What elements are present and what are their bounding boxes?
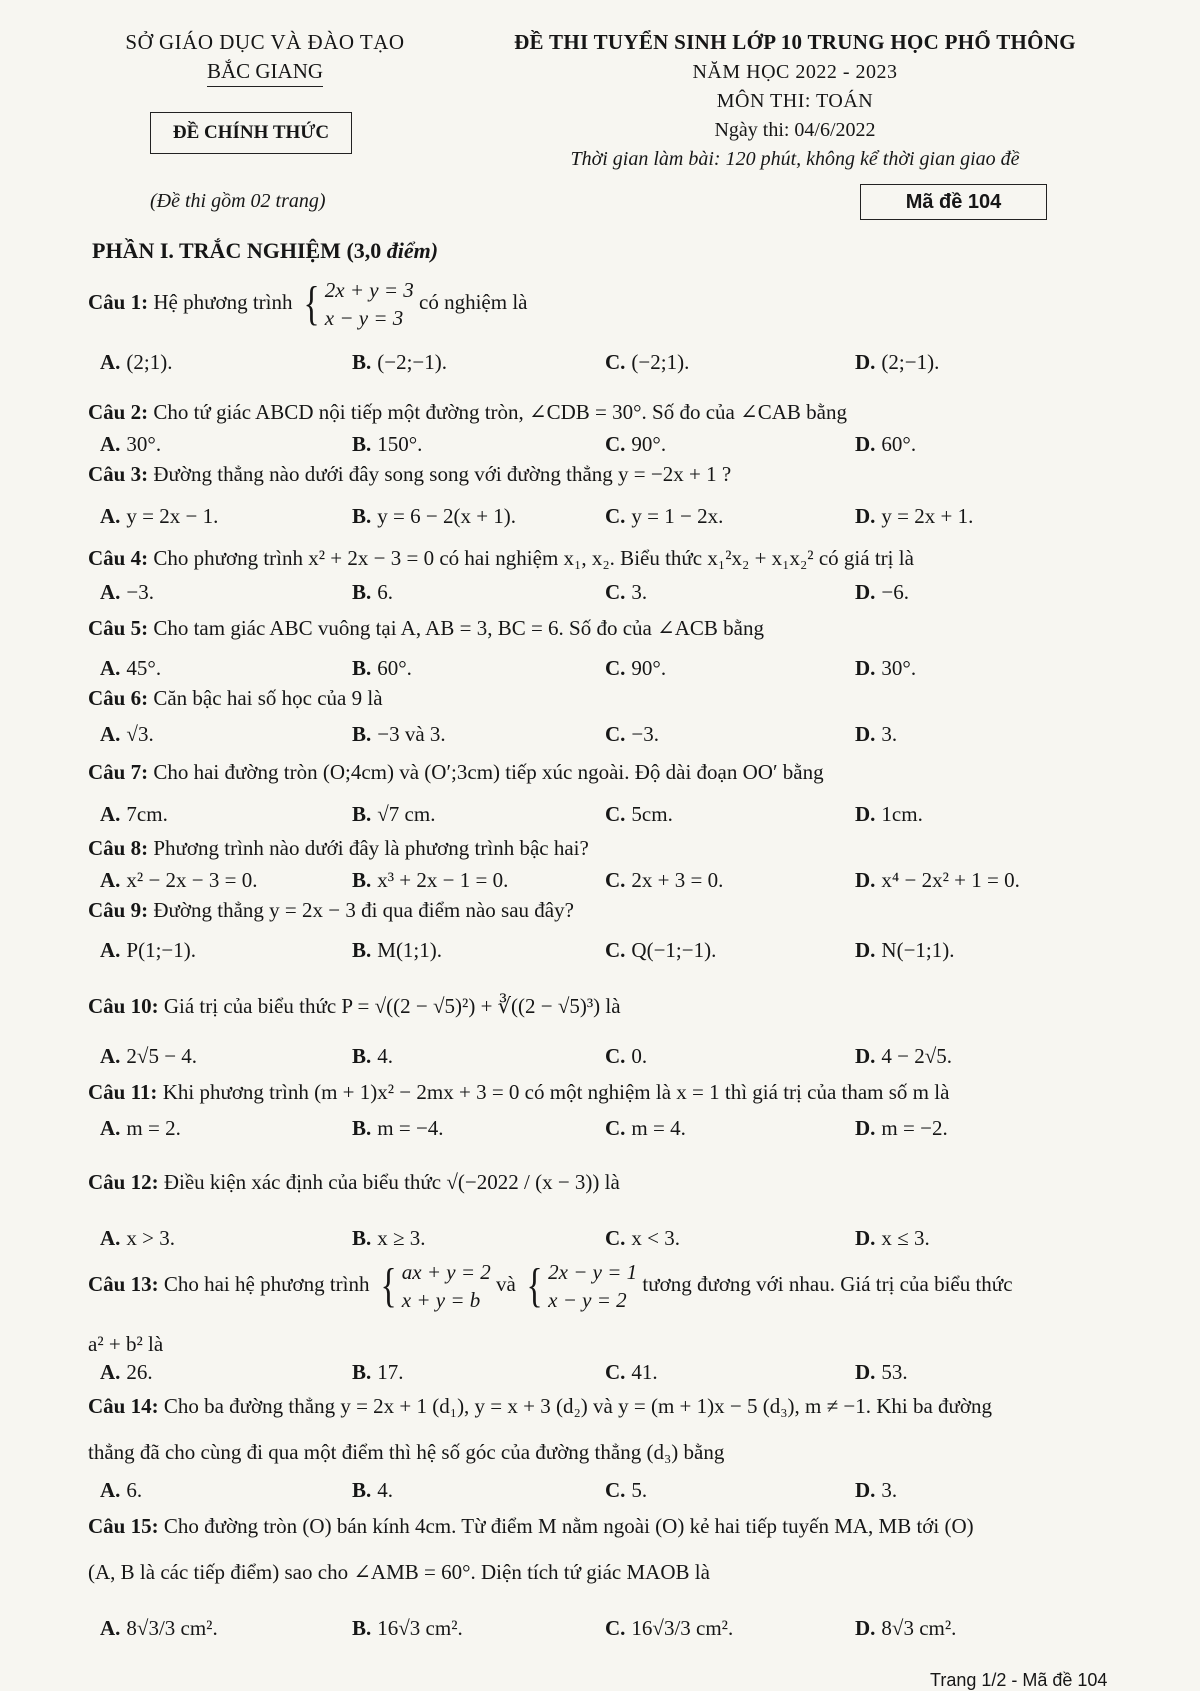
- department-line1: SỞ GIÁO DỤC VÀ ĐÀO TẠO: [125, 30, 405, 54]
- answer-8a: A. x² − 2x − 3 = 0.: [100, 868, 258, 892]
- question-6: Câu 6: Căn bậc hai số học của 9 là: [88, 686, 383, 710]
- question-8: Câu 8: Phương trình nào dưới đây là phương trình bậc hai?: [88, 836, 589, 860]
- question-7: Câu 7: Cho hai đường tròn (O;4cm) và (O′;3cm) tiếp xúc ngoài. Độ dài đoạn OO′ bằng: [88, 760, 824, 784]
- answer-11d: D. m = −2.: [855, 1116, 948, 1140]
- answer-15d: D. 8√3 cm².: [855, 1616, 957, 1640]
- answer-14c: C. 5.: [605, 1478, 648, 1502]
- brace-icon: {: [526, 1259, 543, 1313]
- answer-3c: C. y = 1 − 2x.: [605, 504, 724, 528]
- answer-2a: A. 30°.: [100, 432, 162, 456]
- answer-3d: D. y = 2x + 1.: [855, 504, 974, 528]
- exam-duration: Thời gian làm bài: 120 phút, không kể thời gian giao đề: [570, 148, 1020, 170]
- answer-2b: B. 150°.: [352, 432, 423, 456]
- equation-system: 2x + y = 3 x − y = 3: [324, 278, 414, 331]
- answer-14a: A. 6.: [100, 1478, 143, 1502]
- department-line2: BẮC GIANG: [207, 59, 323, 87]
- question-10: Câu 10: Giá trị của biểu thức P = √((2 − √5)²) + ∛((2 − √5)³) là: [88, 994, 621, 1018]
- answer-1d: D. (2;−1).: [855, 350, 940, 374]
- answer-14d: D. 3.: [855, 1478, 898, 1502]
- official-label-box: [150, 112, 352, 154]
- answer-13a: A. 26.: [100, 1360, 153, 1384]
- answer-6d: D. 3.: [855, 722, 898, 746]
- answer-5b: B. 60°.: [352, 656, 412, 680]
- answer-1a: A. (2;1).: [100, 350, 173, 374]
- answer-7d: D. 1cm.: [855, 802, 923, 826]
- brace-icon: {: [303, 277, 320, 331]
- answer-6b: B. −3 và 3.: [352, 722, 446, 746]
- answer-11c: C. m = 4.: [605, 1116, 686, 1140]
- question-15-line2: (A, B là các tiếp điểm) sao cho ∠AMB = 60°. Diện tích tứ giác MAOB là: [88, 1560, 710, 1584]
- section-title: PHẦN I. TRẮC NGHIỆM (3,0 điểm): [92, 238, 439, 263]
- answer-13d: D. 53.: [855, 1360, 908, 1384]
- answer-4a: A. −3.: [100, 580, 155, 604]
- answer-8d: D. x⁴ − 2x² + 1 = 0.: [855, 868, 1020, 892]
- subject: MÔN THI: TOÁN: [716, 90, 874, 112]
- answer-3b: B. y = 6 − 2(x + 1).: [352, 504, 517, 528]
- brace-icon: {: [380, 1259, 397, 1313]
- answer-14b: B. 4.: [352, 1478, 394, 1502]
- exam-code: Mã đề 104: [905, 190, 1002, 213]
- answer-10d: D. 4 − 2√5.: [855, 1044, 953, 1068]
- answer-9b: B. M(1;1).: [352, 938, 443, 962]
- answer-3a: A. y = 2x − 1.: [100, 504, 219, 528]
- answer-12d: D. x ≤ 3.: [855, 1226, 930, 1250]
- question-3: Câu 3: Đường thẳng nào dưới đây song song với đường thẳng y = −2x + 1 ?: [88, 462, 732, 486]
- exam-title: ĐỀ THI TUYỂN SINH LỚP 10 TRUNG HỌC PHỔ THÔNG: [514, 30, 1076, 54]
- equation-system-2: 2x − y = 1 x − y = 2: [548, 1260, 638, 1313]
- answer-1b: B. (−2;−1).: [352, 350, 448, 374]
- answer-10a: A. 2√5 − 4.: [100, 1044, 198, 1068]
- answer-9a: A. P(1;−1).: [100, 938, 197, 962]
- exam-code-box: [860, 184, 1047, 220]
- answer-5d: D. 30°.: [855, 656, 917, 680]
- answer-10b: B. 4.: [352, 1044, 394, 1068]
- answer-12c: C. x < 3.: [605, 1226, 681, 1250]
- answer-5c: C. 90°.: [605, 656, 667, 680]
- department-block: [100, 30, 430, 87]
- answer-6a: A. √3.: [100, 722, 154, 746]
- question-14-line2: thẳng đã cho cùng đi qua một điểm thì hệ số góc của đường thẳng (d₃) bằng: [88, 1440, 725, 1464]
- question-14: Câu 14: Cho ba đường thẳng y = 2x + 1 (d₁), y = x + 3 (d₂) và y = (m + 1)x − 5 (d₃), m ≠ −1. Khi ba đường: [88, 1394, 993, 1418]
- answer-6c: C. −3.: [605, 722, 660, 746]
- answer-4d: D. −6.: [855, 580, 910, 604]
- exam-info-block: [475, 30, 1115, 171]
- answer-8c: C. 2x + 3 = 0.: [605, 868, 724, 892]
- page-footer: Trang 1/2 - Mã đề 104: [930, 1670, 1108, 1690]
- answer-7c: C. 5cm.: [605, 802, 673, 826]
- answer-9c: C. Q(−1;−1).: [605, 938, 717, 962]
- answer-11a: A. m = 2.: [100, 1116, 181, 1140]
- answer-10c: C. 0.: [605, 1044, 648, 1068]
- answer-2c: C. 90°.: [605, 432, 667, 456]
- school-year: NĂM HỌC 2022 - 2023: [692, 61, 898, 83]
- answer-12b: B. x ≥ 3.: [352, 1226, 426, 1250]
- pages-note: (Đề thi gồm 02 trang): [150, 190, 326, 212]
- answer-12a: A. x > 3.: [100, 1226, 176, 1250]
- answer-7b: B. √7 cm.: [352, 802, 436, 826]
- answer-11b: B. m = −4.: [352, 1116, 444, 1140]
- answer-7a: A. 7cm.: [100, 802, 168, 826]
- answer-2d: D. 60°.: [855, 432, 917, 456]
- question-15: Câu 15: Cho đường tròn (O) bán kính 4cm. Từ điểm M nằm ngoài (O) kẻ hai tiếp tuyến MA, MB tới (O): [88, 1514, 974, 1538]
- answer-15b: B. 16√3 cm².: [352, 1616, 463, 1640]
- answer-4b: B. 6.: [352, 580, 394, 604]
- question-1: Câu 1: Hệ phương trình { 2x + y = 3 x − y = 3 có nghiệm là: [88, 276, 527, 333]
- answer-13c: C. 41.: [605, 1360, 658, 1384]
- answer-8b: B. x³ + 2x − 1 = 0.: [352, 868, 509, 892]
- answer-9d: D. N(−1;1).: [855, 938, 955, 962]
- equation-system: ax + y = 2 x + y = b: [401, 1260, 491, 1313]
- question-11: Câu 11: Khi phương trình (m + 1)x² − 2mx + 3 = 0 có một nghiệm là x = 1 thì giá trị của tham số m là: [88, 1080, 950, 1104]
- question-13-line2: a² + b² là: [88, 1332, 164, 1356]
- question-4: Câu 4: Cho phương trình x² + 2x − 3 = 0 có hai nghiệm x₁, x₂. Biểu thức x₁²x₂ + x₁x₂² có giá trị là: [88, 546, 914, 570]
- answer-4c: C. 3.: [605, 580, 648, 604]
- question-12: Câu 12: Điều kiện xác định của biểu thức √(−2022 / (x − 3)) là: [88, 1170, 620, 1194]
- answer-5a: A. 45°.: [100, 656, 162, 680]
- answer-1c: C. (−2;1).: [605, 350, 690, 374]
- question-5: Câu 5: Cho tam giác ABC vuông tại A, AB = 3, BC = 6. Số đo của ∠ACB bằng: [88, 616, 764, 640]
- answer-15c: C. 16√3/3 cm².: [605, 1616, 734, 1640]
- question-13: Câu 13: Cho hai hệ phương trình { ax + y = 2 x + y = b và { 2x − y = 1 x − y = 2 tương đương với nhau. Giá trị của biểu thức: [88, 1258, 1013, 1315]
- answer-15a: A. 8√3/3 cm².: [100, 1616, 218, 1640]
- official-label: ĐỀ CHÍNH THỨC: [172, 122, 330, 143]
- answer-13b: B. 17.: [352, 1360, 404, 1384]
- question-9: Câu 9: Đường thẳng y = 2x − 3 đi qua điểm nào sau đây?: [88, 898, 574, 922]
- question-2: Câu 2: Cho tứ giác ABCD nội tiếp một đường tròn, ∠CDB = 30°. Số đo của ∠CAB bằng: [88, 400, 847, 424]
- exam-date: Ngày thi: 04/6/2022: [714, 119, 876, 141]
